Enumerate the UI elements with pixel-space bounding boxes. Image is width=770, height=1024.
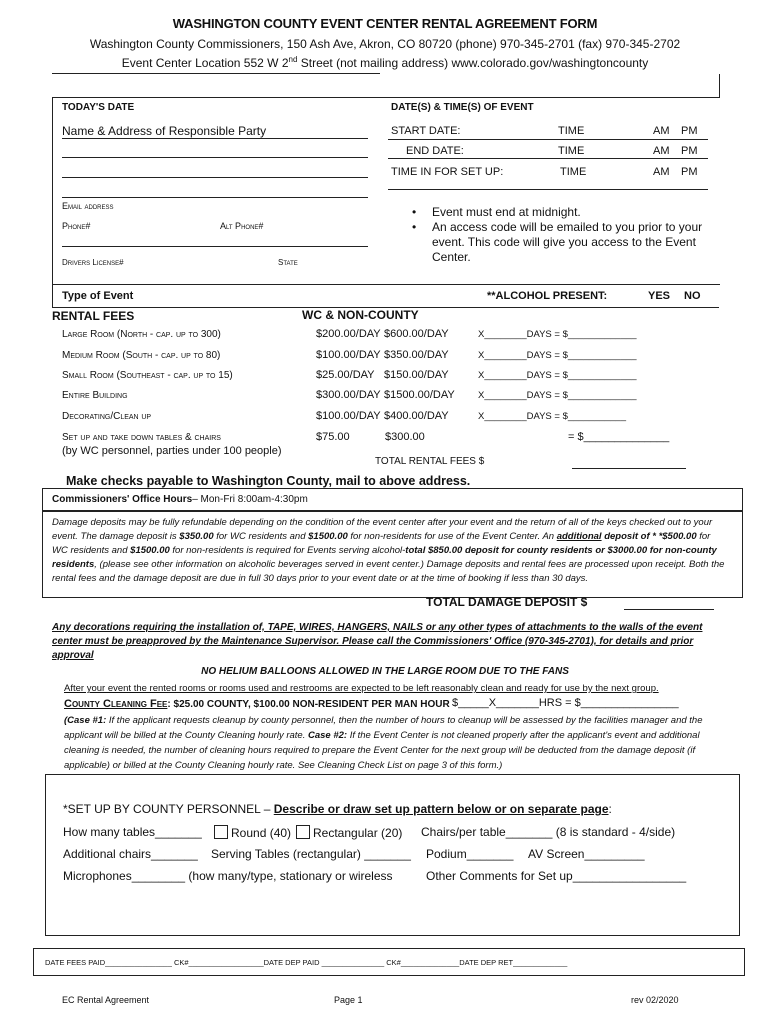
setup-fee-note: (by WC personnel, parties under 100 people) — [62, 445, 282, 457]
location-line — [0, 55, 770, 70]
office-hours-label: Commissioners' Office Hours — [52, 494, 193, 505]
fee-row-nonres: $400.00/DAY — [384, 410, 449, 422]
podium[interactable]: Podium_______ — [426, 847, 514, 861]
fee-row-label: Decorating/Clean up — [62, 411, 152, 422]
total-deposit-label: TOTAL DAMAGE DEPOSIT $ — [426, 595, 588, 609]
deposit-amount: $1500.00 — [308, 531, 348, 542]
helium-notice: NO HELIUM BALLOONS ALLOWED IN THE LARGE ROOM DUE TO THE FANS — [201, 666, 569, 677]
fee-row-calc[interactable]: X________DAYS = $___________ — [478, 411, 626, 422]
end-date-label: END DATE: — [406, 145, 464, 157]
deposit-amount: total $850.00 deposit for county residents or $3000.00 for non-county residents — [52, 545, 717, 570]
phone-field[interactable] — [62, 246, 368, 247]
setup-fee-label: Set up and take down tables & chairs — [62, 432, 221, 443]
setup-time-label: TIME IN FOR SET UP: — [391, 166, 504, 178]
fee-row-wc: $25.00/DAY — [316, 369, 375, 381]
av-screen[interactable]: AV Screen_________ — [528, 847, 645, 861]
deposit-text-part: for WC residents and — [213, 531, 309, 542]
address-field[interactable] — [62, 197, 368, 198]
fee-row-wc: $100.00/DAY — [316, 410, 381, 422]
start-date-label: START DATE: — [391, 125, 461, 137]
rect-option[interactable] — [296, 825, 402, 840]
start-date-field[interactable] — [388, 139, 708, 140]
location-text-post: Street (not mailing address) www.colorado.gov/washingtoncounty — [297, 56, 649, 70]
setup-heading-colon: : — [608, 802, 612, 816]
additional-chairs[interactable]: Additional chairs_______ — [63, 847, 198, 861]
fee-row-wc: $100.00/DAY — [316, 349, 381, 361]
location-text: Event Center Location 552 W 2 — [121, 56, 289, 70]
alcohol-yes[interactable]: YES — [648, 290, 671, 302]
rect-label: Rectangular (20) — [313, 826, 403, 840]
round-option[interactable] — [214, 825, 291, 840]
rental-fees-heading: RENTAL FEES — [52, 309, 135, 323]
setup-am: AM — [653, 166, 670, 178]
setup-pm: PM — [681, 166, 698, 178]
divider — [52, 73, 380, 74]
case2-text: If the Event Center is not cleaned properly after the applicant's event and additional cleaning is needed, the number of cleaning hours required to prepare the Event Center for the next group will be deducted from the damage deposit (if applicable) or billed at the County Cleaning hourly rate. See Cleaning Check List on page 3 of this form.) — [64, 730, 700, 771]
case1-label: (Case #1: — [64, 715, 107, 726]
decorations-notice: Any decorations requiring the installation of, TAPE, WIRES, HANGERS, NAILS or any other types of attachments to the walls of the event center must be preapproved by the Maintenance Supervisor. Please call the Commissioners' Office (970-345-2701), for details and prior approval — [52, 622, 703, 661]
deposit-text — [52, 516, 727, 586]
start-pm: PM — [681, 125, 698, 137]
fee-row-label: Medium Room (South - cap. up to 80) — [62, 350, 221, 361]
fees-column-heading: WC & NON-COUNTY — [302, 308, 419, 322]
address-field[interactable] — [62, 157, 368, 158]
event-type-row — [52, 287, 719, 308]
deposit-text-part: , (please see other information on alcoholic beverages served in event center.) Damage deposits and rental fees are processed upon receipt. Both the rental fees and the damage deposit are due in full 30 days prior to your event date or at the time of booking if less than 30 days. — [52, 559, 725, 584]
deposit-text-part: for WC residents and — [52, 531, 711, 556]
footer-revision: rev 02/2020 — [631, 995, 679, 1005]
phone-label: Phone# — [62, 221, 91, 231]
setup-time-time: TIME — [560, 166, 587, 178]
event-times-heading: DATE(S) & TIME(S) OF EVENT — [391, 102, 534, 113]
email-label: Email address — [62, 201, 114, 211]
start-am: AM — [653, 125, 670, 137]
case1-text: If the applicant requests cleanup by county personnel, then the number of hours to cleanup will be assessed by the facilities manager and the applicant will be billed at the County Cleaning hourly rate. — [64, 715, 703, 741]
deposit-text-part: for non-residents is required for Events serving alcohol- — [169, 545, 406, 556]
total-deposit-field[interactable] — [624, 609, 714, 610]
alt-phone-label: Alt Phone# — [220, 221, 264, 231]
fee-row-calc[interactable]: X________DAYS = $_____________ — [478, 329, 637, 340]
microphones[interactable]: Microphones________ (how many/type, stationary or wireless — [63, 869, 393, 883]
deposit-text-part: for non-residents for use of the Event Center. An — [347, 531, 557, 542]
deposit-emphasis: additional — [556, 531, 602, 542]
cleaning-fee — [64, 698, 450, 710]
deposit-amount: $350.00 — [179, 531, 214, 542]
footer-page: Page 1 — [334, 995, 363, 1005]
setup-fee-non: $300.00 — [385, 431, 425, 443]
fee-row-calc[interactable]: X________DAYS = $_____________ — [478, 370, 637, 381]
setup-heading — [63, 802, 612, 816]
alcohol-no[interactable]: NO — [684, 290, 701, 302]
setup-time-field[interactable] — [388, 189, 708, 190]
fee-row-label: Small Room (Southeast - cap. up to 15) — [62, 370, 233, 381]
setup-heading-instruction: Describe or draw set up pattern below or on separate page — [273, 802, 609, 816]
event-notes — [408, 205, 708, 265]
office-hours-text: – Mon-Fri 8:00am-4:30pm — [192, 494, 308, 505]
responsible-party-label: Name & Address of Responsible Party — [62, 124, 267, 138]
setup-fee-calc[interactable]: = $______________ — [568, 431, 670, 443]
fee-row-nonres: $600.00/DAY — [384, 328, 449, 340]
office-hours — [52, 494, 308, 505]
round-label: Round (40) — [231, 826, 292, 840]
serving-tables[interactable]: Serving Tables (rectangular) _______ — [211, 847, 411, 861]
state-label: State — [278, 258, 298, 267]
setup-fee-wc: $75.00 — [316, 431, 350, 443]
fee-row-wc: $200.00/DAY — [316, 328, 381, 340]
fee-row-nonres: $350.00/DAY — [384, 349, 449, 361]
fee-row-label: Large Room (North - cap. up to 300) — [62, 329, 221, 340]
address-line: Washington County Commissioners, 150 Ash Ave, Akron, CO 80720 (phone) 970-345-2701 (fax) 970-345-2702 — [89, 37, 681, 51]
location-sup: nd — [288, 55, 298, 64]
total-rental-label: TOTAL RENTAL FEES $ — [375, 456, 485, 467]
divider — [719, 74, 720, 98]
fee-row-calc[interactable]: X________DAYS = $_____________ — [478, 390, 637, 401]
todays-date-label: TODAY'S DATE — [62, 102, 135, 113]
alcohol-label: **ALCOHOL PRESENT: — [487, 290, 608, 302]
chairs-per-table[interactable]: Chairs/per table_______ (8 is standard - 4/side) — [421, 825, 676, 839]
fee-row-nonres: $1500.00/DAY — [384, 389, 455, 401]
after-event-note: After your event the rented rooms or rooms used and restrooms are expected to be left reasonably clean and ready for use by the next group. — [64, 683, 659, 694]
deposit-amount: $1500.00 — [130, 545, 170, 556]
note-item: • An access code will be emailed to you prior to your event. This code will give you access to the Event Center. — [408, 220, 708, 265]
note-item: • Event must end at midnight. — [408, 205, 708, 220]
drivers-license-label: Drivers License# — [62, 258, 124, 267]
cleaning-fee-label: County Cleaning Fee — [64, 698, 168, 710]
end-am: AM — [653, 145, 670, 157]
deposit-text-part: Damage deposits may be fully refundable depending on the condition of the event center after your event and the return of all of the keys checked out to your event. The damage deposit is — [52, 517, 713, 542]
setup-comments[interactable]: Other Comments for Set up_________________ — [426, 869, 687, 883]
round-checkbox[interactable] — [214, 825, 228, 839]
end-date-field[interactable] — [388, 158, 708, 159]
case2-label: Case #2: — [307, 730, 348, 741]
rect-checkbox[interactable] — [296, 825, 310, 839]
event-type-label: Type of Event — [62, 290, 134, 302]
start-time-label: TIME — [558, 125, 585, 137]
end-time-label: TIME — [558, 145, 585, 157]
responsible-party-field[interactable] — [62, 138, 368, 139]
fee-row-calc[interactable]: X________DAYS = $_____________ — [478, 350, 637, 361]
cleaning-fee-calc[interactable]: $_____X_______HRS = $________________ — [452, 697, 679, 709]
total-rental-field[interactable] — [572, 468, 686, 469]
deposit-amount: deposit of * *$500.00 — [601, 531, 697, 542]
checks-payable: Make checks payable to Washington County, mail to above address. — [66, 474, 471, 488]
divider — [52, 283, 53, 307]
end-pm: PM — [681, 145, 698, 157]
fee-row-wc: $300.00/DAY — [316, 389, 381, 401]
cleaning-cases — [64, 713, 732, 773]
setup-heading-text: *SET UP BY COUNTY PERSONNEL – — [63, 802, 274, 816]
cleaning-fee-rate: : $25.00 COUNTY, $100.00 NON-RESIDENT PER MAN HOUR — [167, 699, 450, 710]
fee-row-nonres: $150.00/DAY — [384, 369, 449, 381]
address-field[interactable] — [62, 177, 368, 178]
fee-row-label: Entire Building — [62, 390, 128, 401]
form-title: WASHINGTON COUNTY EVENT CENTER RENTAL AGREEMENT FORM — [172, 16, 598, 31]
office-use-fields: DATE FEES PAID________________ CK#__________________DATE DEP PAID _______________ CK#______________DATE DEP RET_____________ — [45, 958, 568, 967]
footer-doc-name: EC Rental Agreement — [62, 995, 150, 1005]
tables-count[interactable]: How many tables_______ — [63, 825, 202, 839]
